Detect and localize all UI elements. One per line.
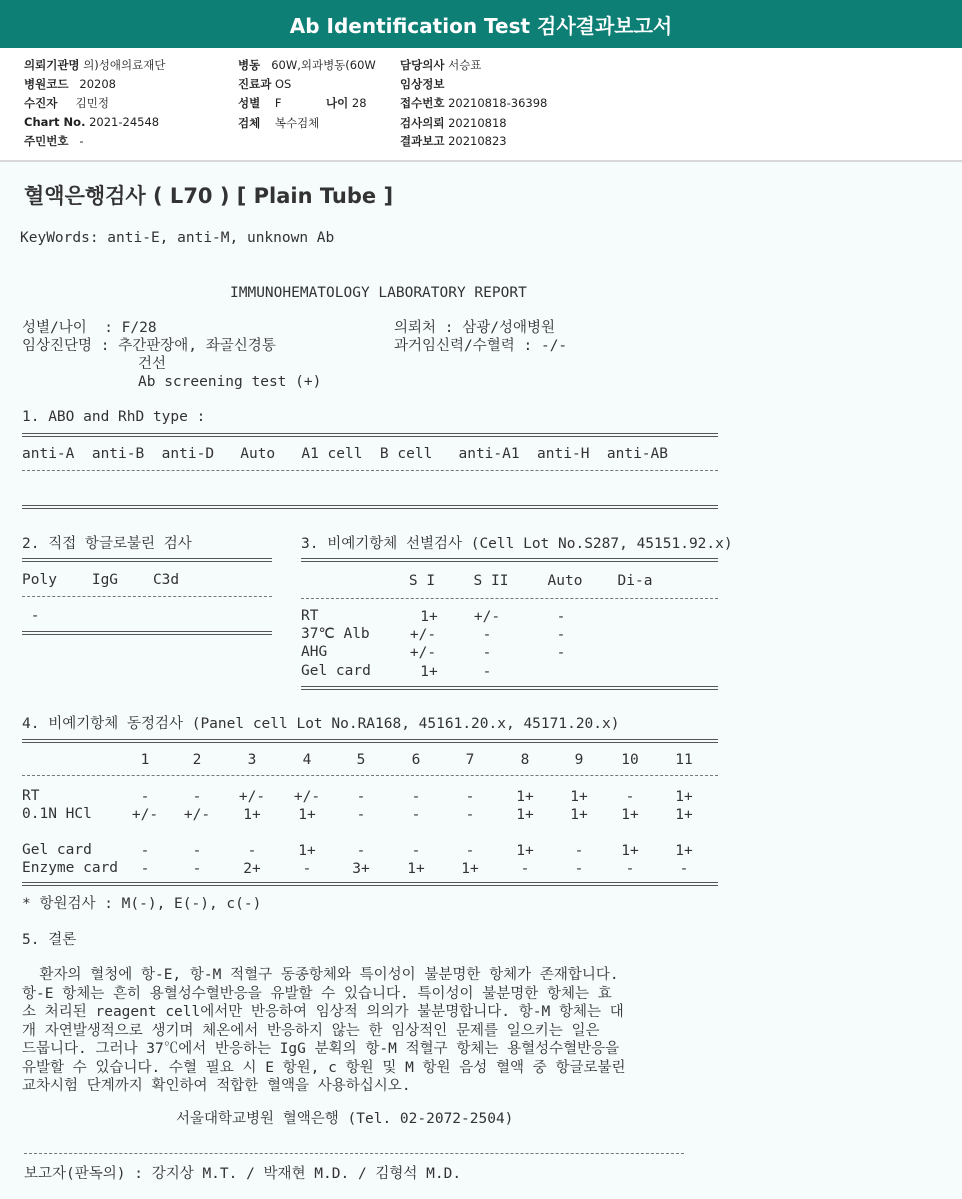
report-title-bar xyxy=(0,0,962,48)
s4-cell: 2+ xyxy=(243,861,261,877)
requester: 의뢰처 : 삼광/성애병원 xyxy=(394,320,555,336)
s4-cell: - xyxy=(574,861,584,877)
divider xyxy=(22,739,718,743)
s4-cell: 1+ xyxy=(407,861,425,877)
header-field: 주민번호 - xyxy=(24,134,84,148)
s4-header: 8 xyxy=(520,752,530,768)
s4-cell: - xyxy=(625,789,635,805)
s4-cell: 1+ xyxy=(675,807,693,823)
s2-title: 2. 직접 항글로불린 검사 xyxy=(22,536,192,552)
reporter: 보고자(판독의) : 강지상 M.T. / 박재현 M.D. / 김형석 M.D. xyxy=(24,1166,462,1182)
s3-cell: - xyxy=(556,609,566,625)
s4-cell: +/- xyxy=(183,807,211,823)
s4-cell: - xyxy=(302,861,312,877)
s4-cell: - xyxy=(356,807,366,823)
divider xyxy=(22,433,718,437)
divider xyxy=(301,686,718,690)
s4-cell: 1+ xyxy=(516,807,534,823)
header-field: 결과보고 20210823 xyxy=(400,134,507,148)
report-title: Ab Identification Test 검사결과보고서 xyxy=(289,13,673,38)
conclusion-text: 환자의 혈청에 항-E, 항-M 적혈구 동종항체와 특이성이 불분명한 항체가 존재합니다. 항-E 항체는 흔히 용혈성수혈반응을 유발할 수 있습니다. 특이성이 불분명한 항체는 효 소 처리된 reagent cell에서만 반응하여 임상적 의의가 불분명합니다. 항-M 항체는 대 개 자연발생적으로 생기며 체온에서 반응하지 않는 한 임상적인 문제를 일으키는 일은 드뭅니다. 그러나 37℃에서 반응하는 IgG 분획의 항-M 적혈구 항체는 용혈성수혈반응을 유발할 수 있습니다. 수혈 필요 시 E 항원, c 항원 및 M 항원 음성 혈액 중 항글로불린 교차시험 단계까지 확인하여 적합한 혈액을 사용하십시오. xyxy=(22,967,626,1094)
header-field: 병원코드 20208 xyxy=(24,77,116,91)
s4-cell: 1+ xyxy=(570,807,588,823)
s4-cell: +/- xyxy=(238,789,266,805)
s3-cell: - xyxy=(482,645,492,661)
header-field: Chart No. 2021-24548 xyxy=(24,115,160,129)
s4-cell: 1+ xyxy=(243,807,261,823)
s4-cell: - xyxy=(247,843,257,859)
s4-cell: - xyxy=(465,843,475,859)
s4-header: 11 xyxy=(675,752,693,768)
header-field: 검사의뢰 20210818 xyxy=(400,116,507,130)
s4-row-label: 0.1N HCl xyxy=(22,806,92,822)
s4-row-label: Gel card xyxy=(22,842,92,858)
s3-cell: +/- xyxy=(409,645,437,661)
section-title: 혈액은행검사 ( L70 ) [ Plain Tube ] xyxy=(24,184,394,208)
header-field: 병동 60W,외과병동(60W xyxy=(238,58,376,72)
s4-cell: +/- xyxy=(131,807,159,823)
s4-cell: - xyxy=(411,807,421,823)
s3-row-label: 37℃ Alb xyxy=(301,626,370,642)
header-field-age: 나이 28 xyxy=(326,96,367,110)
s4-cell: 1+ xyxy=(621,807,639,823)
s4-header: 6 xyxy=(411,752,421,768)
s4-cell: - xyxy=(140,843,150,859)
s4-header: 4 xyxy=(302,752,312,768)
s4-cell: +/- xyxy=(293,789,321,805)
header-field: 수진자 김민정 xyxy=(24,96,109,110)
s2-values: - xyxy=(22,608,40,624)
header-field: 진료과 OS xyxy=(238,77,292,91)
s4-cell: 1+ xyxy=(621,843,639,859)
s2-headers: Poly IgG C3d xyxy=(22,572,180,588)
divider xyxy=(22,631,272,635)
s3-title: 3. 비예기항체 선별검사 (Cell Lot No.S287, 45151.92.x) xyxy=(301,536,733,552)
header-field: 의뢰기관명 의)성애의료재단 xyxy=(24,58,166,72)
s4-header: 10 xyxy=(621,752,639,768)
s4-header: 3 xyxy=(247,752,257,768)
diagnosis-line-3: Ab screening test (+) xyxy=(138,374,322,390)
divider xyxy=(22,470,718,471)
s3-cell: 1+ xyxy=(420,664,438,680)
s4-cell: 3+ xyxy=(352,861,370,877)
s4-cell: 1+ xyxy=(461,861,479,877)
diagnosis-line-2: 건선 xyxy=(138,356,167,372)
s3-row-label: Gel card xyxy=(301,663,371,679)
s3-cell: +/- xyxy=(409,627,437,643)
transfusion-history: 과거임신력/수혈력 : -/- xyxy=(394,338,568,354)
divider xyxy=(301,598,718,599)
header-field: 접수번호 20210818-36398 xyxy=(400,96,548,110)
s4-cell: - xyxy=(192,843,202,859)
divider xyxy=(22,596,272,597)
keywords: KeyWords: anti-E, anti-M, unknown Ab xyxy=(20,230,335,246)
s4-header: 1 xyxy=(140,752,150,768)
s1-headers: anti-A anti-B anti-D Auto A1 cell B cell anti-A1 anti-H anti-AB xyxy=(22,446,669,462)
s4-cell: - xyxy=(465,789,475,805)
s3-cell: - xyxy=(482,664,492,680)
s3-row-label: RT xyxy=(301,608,319,624)
s3-header: Di-a xyxy=(617,573,653,589)
s4-cell: - xyxy=(411,789,421,805)
s4-cell: - xyxy=(140,789,150,805)
s4-cell: 1+ xyxy=(675,789,693,805)
divider xyxy=(22,558,272,562)
s3-cell: +/- xyxy=(473,609,501,625)
s4-cell: - xyxy=(356,843,366,859)
s4-cell: - xyxy=(140,861,150,877)
s4-cell: - xyxy=(574,843,584,859)
s4-title: 4. 비예기항체 동정검사 (Panel cell Lot No.RA168, 45161.20.x, 45171.20.x) xyxy=(22,716,620,732)
s4-cell: 1+ xyxy=(570,789,588,805)
s4-header: 2 xyxy=(192,752,202,768)
s4-cell: - xyxy=(520,861,530,877)
s5-title: 5. 결론 xyxy=(22,932,77,948)
s4-cell: - xyxy=(356,789,366,805)
s3-header: S I xyxy=(408,573,436,589)
patient-header xyxy=(0,48,962,162)
s3-header: S II xyxy=(473,573,509,589)
hospital-contact: 서울대학교병원 혈액은행 (Tel. 02-2072-2504) xyxy=(176,1111,514,1127)
divider xyxy=(301,558,718,562)
header-field: 검체 복수검체 xyxy=(238,116,320,130)
header-field: 성별 F xyxy=(238,96,282,110)
sex-age: 성별/나이 : F/28 xyxy=(22,320,157,336)
antigen-test: * 항원검사 : M(-), E(-), c(-) xyxy=(22,896,262,912)
s4-cell: 1+ xyxy=(516,843,534,859)
divider xyxy=(24,1153,684,1154)
divider xyxy=(22,882,718,886)
s4-cell: 1+ xyxy=(516,789,534,805)
header-field: 담당의사 서승표 xyxy=(400,58,482,72)
s3-cell: - xyxy=(556,645,566,661)
s3-cell: 1+ xyxy=(420,609,438,625)
s4-cell: - xyxy=(192,861,202,877)
s4-header: 7 xyxy=(465,752,475,768)
divider xyxy=(22,775,718,776)
lab-report-title: IMMUNOHEMATOLOGY LABORATORY REPORT xyxy=(230,285,527,301)
s4-cell: - xyxy=(411,843,421,859)
s3-row-label: AHG xyxy=(301,644,328,660)
divider xyxy=(22,505,718,509)
s4-cell: 1+ xyxy=(298,843,316,859)
s4-cell: - xyxy=(192,789,202,805)
s4-cell: - xyxy=(679,861,689,877)
s3-header: Auto xyxy=(547,573,583,589)
s4-cell: 1+ xyxy=(298,807,316,823)
s4-row-label: Enzyme card xyxy=(22,860,119,876)
header-field: 임상정보 xyxy=(400,77,445,91)
s3-cell: - xyxy=(556,627,566,643)
s4-cell: - xyxy=(465,807,475,823)
s4-cell: - xyxy=(625,861,635,877)
s4-row-label: RT xyxy=(22,788,40,804)
s1-title: 1. ABO and RhD type : xyxy=(22,409,206,425)
s4-header: 5 xyxy=(356,752,366,768)
diagnosis: 임상진단명 : 추간판장애, 좌골신경통 xyxy=(22,338,276,354)
s4-cell: 1+ xyxy=(675,843,693,859)
s3-cell: - xyxy=(482,627,492,643)
s4-header: 9 xyxy=(574,752,584,768)
